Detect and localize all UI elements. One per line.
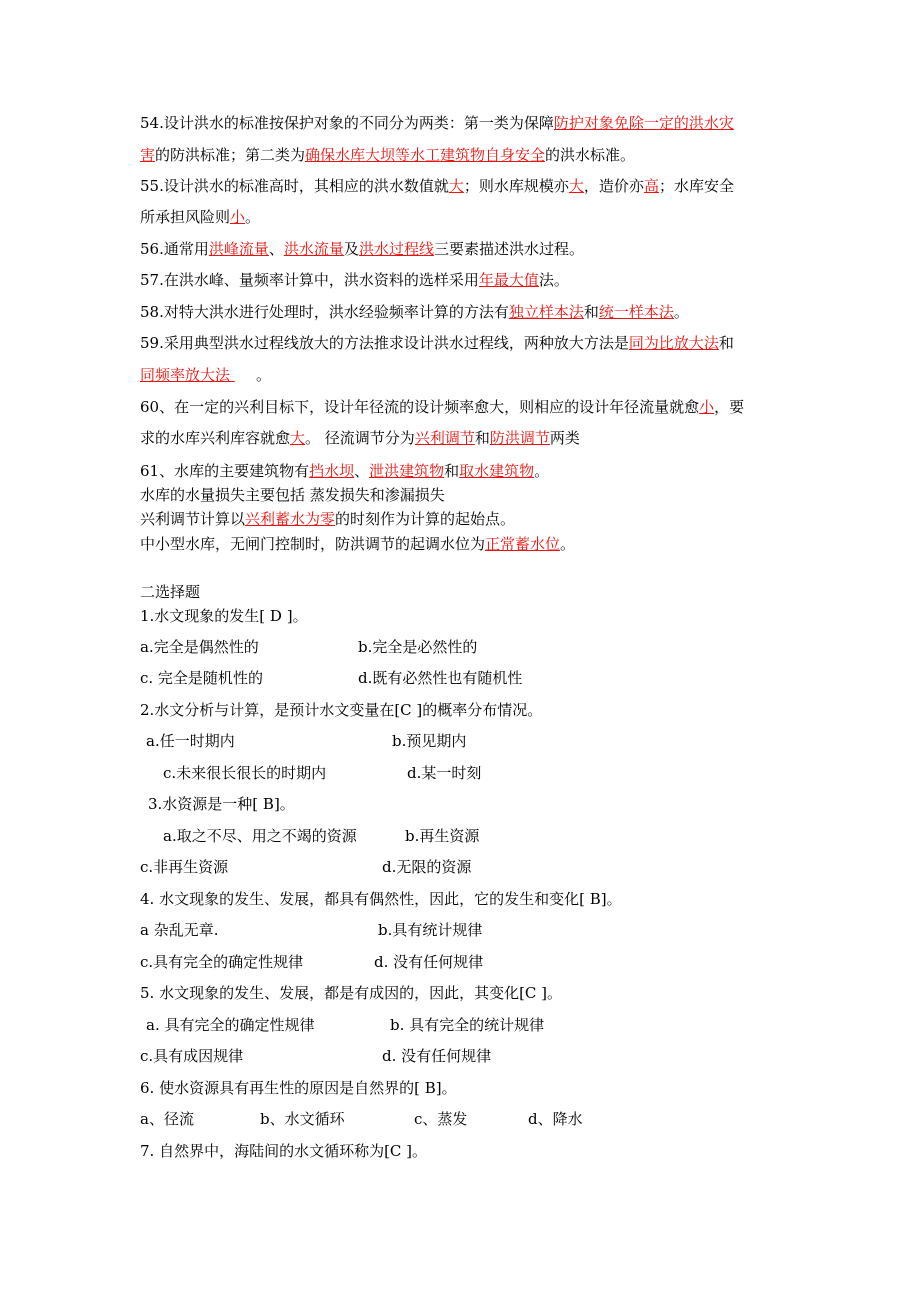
item-56: 56.通常用洪峰流量、洪水流量及洪水过程线三要素描述洪水过程。 xyxy=(140,240,584,258)
answer-blank: 兴利蓄水为零 xyxy=(245,510,336,528)
option-a: a.取之不尽、用之不竭的资源 xyxy=(163,827,357,845)
option-b: b. 具有完全的统计规律 xyxy=(390,1016,545,1034)
note-start-point: 兴利调节计算以兴利蓄水为零的时刻作为计算的起始点。 xyxy=(140,510,516,528)
question-5: 5. 水文现象的发生、发展，都是有成因的，因此，其变化[C ]。 xyxy=(140,984,563,1002)
option-a: a.完全是偶然性的 xyxy=(140,638,259,656)
item-61: 61、水库的主要建筑物有挡水坝、泄洪建筑物和取水建筑物。 xyxy=(140,462,550,480)
option-b: b.完全是必然性的 xyxy=(358,638,478,656)
note-water-loss: 水库的水量损失主要包括 蒸发损失和渗漏损失 xyxy=(140,486,445,504)
answer-blank: 统一样本法 xyxy=(598,303,674,321)
option-c: c.未来很长很长的时期内 xyxy=(163,764,327,782)
answer-blank: 防洪调节 xyxy=(489,429,550,447)
answer-blank: 同频率放大法 xyxy=(140,366,231,384)
section-title: 二选择题 xyxy=(140,583,201,601)
item-60-line1: 60、在一定的兴利目标下，设计年径流的设计频率愈大，则相应的设计年径流量就愈小，要 xyxy=(140,398,745,416)
answer-blank: 挡水坝 xyxy=(309,462,355,480)
option-d: d.无限的资源 xyxy=(382,858,472,876)
option-b: b.预见期内 xyxy=(392,732,467,750)
option-d: d.某一时刻 xyxy=(407,764,482,782)
item-57: 57.在洪水峰、量频率计算中，洪水资料的选样采用年最大值法。 xyxy=(140,271,569,289)
option-c: c.具有成因规律 xyxy=(140,1047,244,1065)
option-d: d、降水 xyxy=(528,1110,583,1128)
option-b: b.具有统计规律 xyxy=(378,921,483,939)
answer-blank: 洪水流量 xyxy=(283,240,344,258)
question-6: 6. 使水资源具有再生性的原因是自然界的[ B]。 xyxy=(140,1079,457,1097)
answer-blank: 泄洪建筑物 xyxy=(369,462,445,480)
answer-blank: 大 xyxy=(568,177,584,195)
option-c: c. 完全是随机性的 xyxy=(140,669,263,687)
item-59-line2: 同频率放大法 。 xyxy=(140,366,272,384)
answer-blank: 大 xyxy=(448,177,464,195)
answer-blank: 确保水库大坝等水工建筑物自身安全 xyxy=(305,146,546,164)
answer-blank: 洪水过程线 xyxy=(358,240,434,258)
option-a: a、径流 xyxy=(140,1110,194,1128)
question-1: 1.水文现象的发生[ D ]。 xyxy=(140,607,308,625)
answer-blank: 小 xyxy=(699,398,715,416)
option-c: c.非再生资源 xyxy=(140,858,229,876)
item-60-line2: 求的水库兴利库容就愈大。 径流调节分为兴利调节和防洪调节两类 xyxy=(140,429,580,447)
option-b: b.再生资源 xyxy=(405,827,480,845)
answer-blank: 兴利调节 xyxy=(414,429,475,447)
item-59-line1: 59.采用典型洪水过程线放大的方法推求设计洪水过程线，两种放大方法是同为比放大法和 xyxy=(140,334,734,352)
option-c: c、蒸发 xyxy=(414,1110,468,1128)
option-a: a 杂乱无章. xyxy=(140,921,219,939)
item-58: 58.对特大洪水进行处理时，洪水经验频率计算的方法有独立样本法和统一样本法。 xyxy=(140,303,689,321)
answer-blank: 洪峰流量 xyxy=(208,240,269,258)
answer-blank: 年最大值 xyxy=(478,271,539,289)
option-a: a.任一时期内 xyxy=(146,732,235,750)
answer-blank: 小 xyxy=(230,208,246,226)
item-54-line1: 54.设计洪水的标准按保护对象的不同分为两类：第一类为保障防护对象免除一定的洪水灾 xyxy=(140,114,734,132)
question-4: 4. 水文现象的发生、发展，都具有偶然性，因此，它的发生和变化[ B]。 xyxy=(140,890,622,908)
answer-blank: 防护对象免除一定的洪水灾 xyxy=(553,114,734,132)
question-2: 2.水文分析与计算，是预计水文变量在[C ]的概率分布情况。 xyxy=(140,701,543,719)
option-d: d. 没有任何规律 xyxy=(382,1047,492,1065)
option-d: d. 没有任何规律 xyxy=(374,953,484,971)
answer-blank: 大 xyxy=(290,429,306,447)
note-flood-level: 中小型水库，无闸门控制时，防洪调节的起调水位为正常蓄水位。 xyxy=(140,535,576,553)
answer-blank: 害 xyxy=(140,146,156,164)
answer-blank: 同为比放大法 xyxy=(628,334,719,352)
item-54-line2: 害的防洪标准；第二类为确保水库大坝等水工建筑物自身安全的洪水标准。 xyxy=(140,146,636,164)
option-a: a. 具有完全的确定性规律 xyxy=(146,1016,315,1034)
question-3: 3.水资源是一种[ B]。 xyxy=(148,795,295,813)
item-55-line1: 55.设计洪水的标准高时，其相应的洪水数值就大；则水库规模亦大，造价亦高；水库安全 xyxy=(140,177,734,195)
item-55-line2: 所承担风险则小。 xyxy=(140,208,261,226)
option-c: c.具有完全的确定性规律 xyxy=(140,953,304,971)
option-b: b、水文循环 xyxy=(260,1110,345,1128)
answer-blank: 高 xyxy=(643,177,659,195)
option-d: d.既有必然性也有随机性 xyxy=(358,669,523,687)
answer-blank: 正常蓄水位 xyxy=(485,535,561,553)
answer-blank: 取水建筑物 xyxy=(459,462,535,480)
question-7: 7. 自然界中，海陆间的水文循环称为[C ]。 xyxy=(140,1142,428,1160)
answer-blank: 独立样本法 xyxy=(508,303,584,321)
